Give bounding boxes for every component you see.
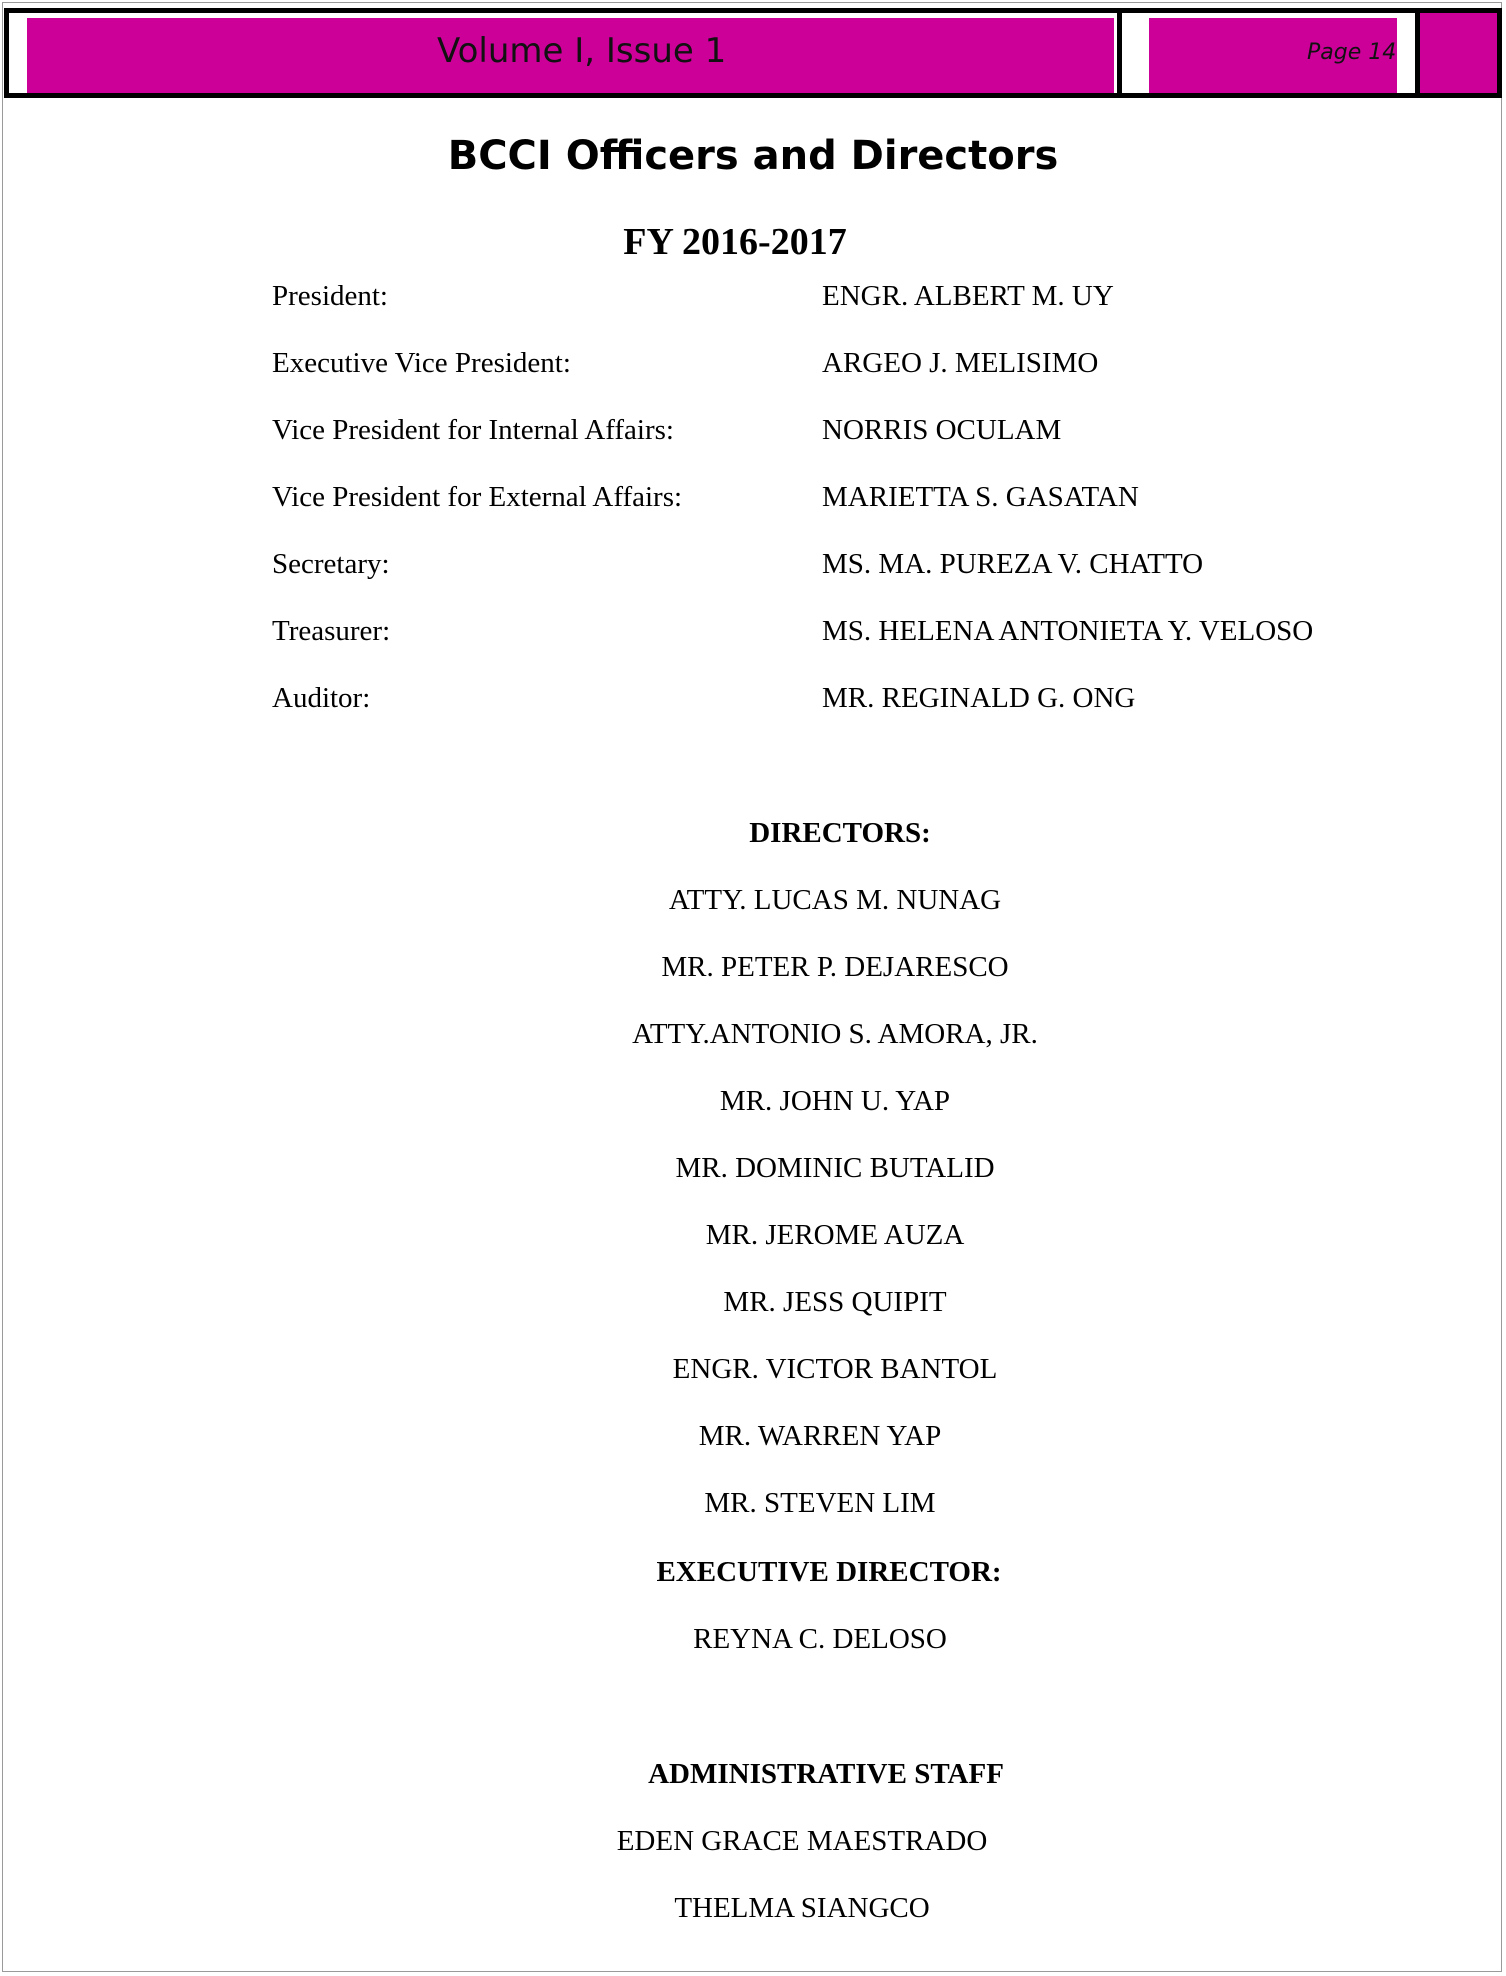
- officer-name: MARIETTA S. GASATAN: [822, 481, 1139, 513]
- director-name: ATTY.ANTONIO S. AMORA, JR.: [632, 1018, 1038, 1050]
- officer-role: Auditor:: [272, 682, 371, 714]
- officer-name: NORRIS OCULAM: [822, 414, 1062, 446]
- director-name: MR. WARREN YAP: [698, 1420, 942, 1452]
- volume-issue-label: Volume I, Issue 1: [437, 31, 727, 71]
- director-name: MR. DOMINIC BUTALID: [675, 1152, 995, 1184]
- officer-row: [272, 272, 1422, 339]
- newsletter-header: [4, 8, 1502, 98]
- director-name: MR. JEROME AUZA: [705, 1219, 965, 1251]
- officer-role: President:: [272, 280, 388, 312]
- officer-name: MR. REGINALD G. ONG: [822, 682, 1136, 714]
- officer-role: Secretary:: [272, 548, 390, 580]
- staff-name: EDEN GRACE MAESTRADO: [616, 1825, 988, 1857]
- officer-row: [272, 339, 1422, 406]
- officer-name: ARGEO J. MELISIMO: [822, 347, 1099, 379]
- officer-name: ENGR. ALBERT M. UY: [822, 280, 1114, 312]
- administrative-staff-heading: ADMINISTRATIVE STAFF: [648, 1758, 1004, 1790]
- officer-row: [272, 473, 1422, 540]
- officer-row: [272, 406, 1422, 473]
- page-number-label: Page 14: [1307, 40, 1397, 65]
- staff-name: THELMA SIANGCO: [674, 1892, 930, 1924]
- officers-list: [272, 272, 1422, 741]
- executive-director-heading: EXECUTIVE DIRECTOR:: [656, 1556, 1002, 1588]
- director-name: MR. PETER P. DEJARESCO: [661, 951, 1009, 983]
- director-name: ATTY. LUCAS M. NUNAG: [668, 884, 1002, 916]
- director-name: MR. JESS QUIPIT: [723, 1286, 947, 1318]
- officer-row: [272, 540, 1422, 607]
- corner-block: [1420, 13, 1497, 93]
- executive-director-name: REYNA C. DELOSO: [693, 1623, 947, 1655]
- officer-name: MS. MA. PUREZA V. CHATTO: [822, 548, 1204, 580]
- officer-role: Executive Vice President:: [272, 347, 571, 379]
- director-name: MR. JOHN U. YAP: [719, 1085, 951, 1117]
- officer-row: [272, 674, 1422, 741]
- officer-row: [272, 607, 1422, 674]
- header-divider: [1117, 13, 1122, 93]
- page-title: BCCI Officers and Directors: [447, 133, 1059, 179]
- directors-heading: DIRECTORS:: [749, 817, 931, 849]
- officer-role: Treasurer:: [272, 615, 391, 647]
- officer-role: Vice President for Internal Affairs:: [272, 414, 674, 446]
- fiscal-year-heading: FY 2016-2017: [623, 221, 847, 263]
- officer-role: Vice President for External Affairs:: [272, 481, 683, 513]
- officer-name: MS. HELENA ANTONIETA Y. VELOSO: [822, 615, 1314, 647]
- director-name: MR. STEVEN LIM: [704, 1487, 936, 1519]
- director-name: ENGR. VICTOR BANTOL: [672, 1353, 998, 1385]
